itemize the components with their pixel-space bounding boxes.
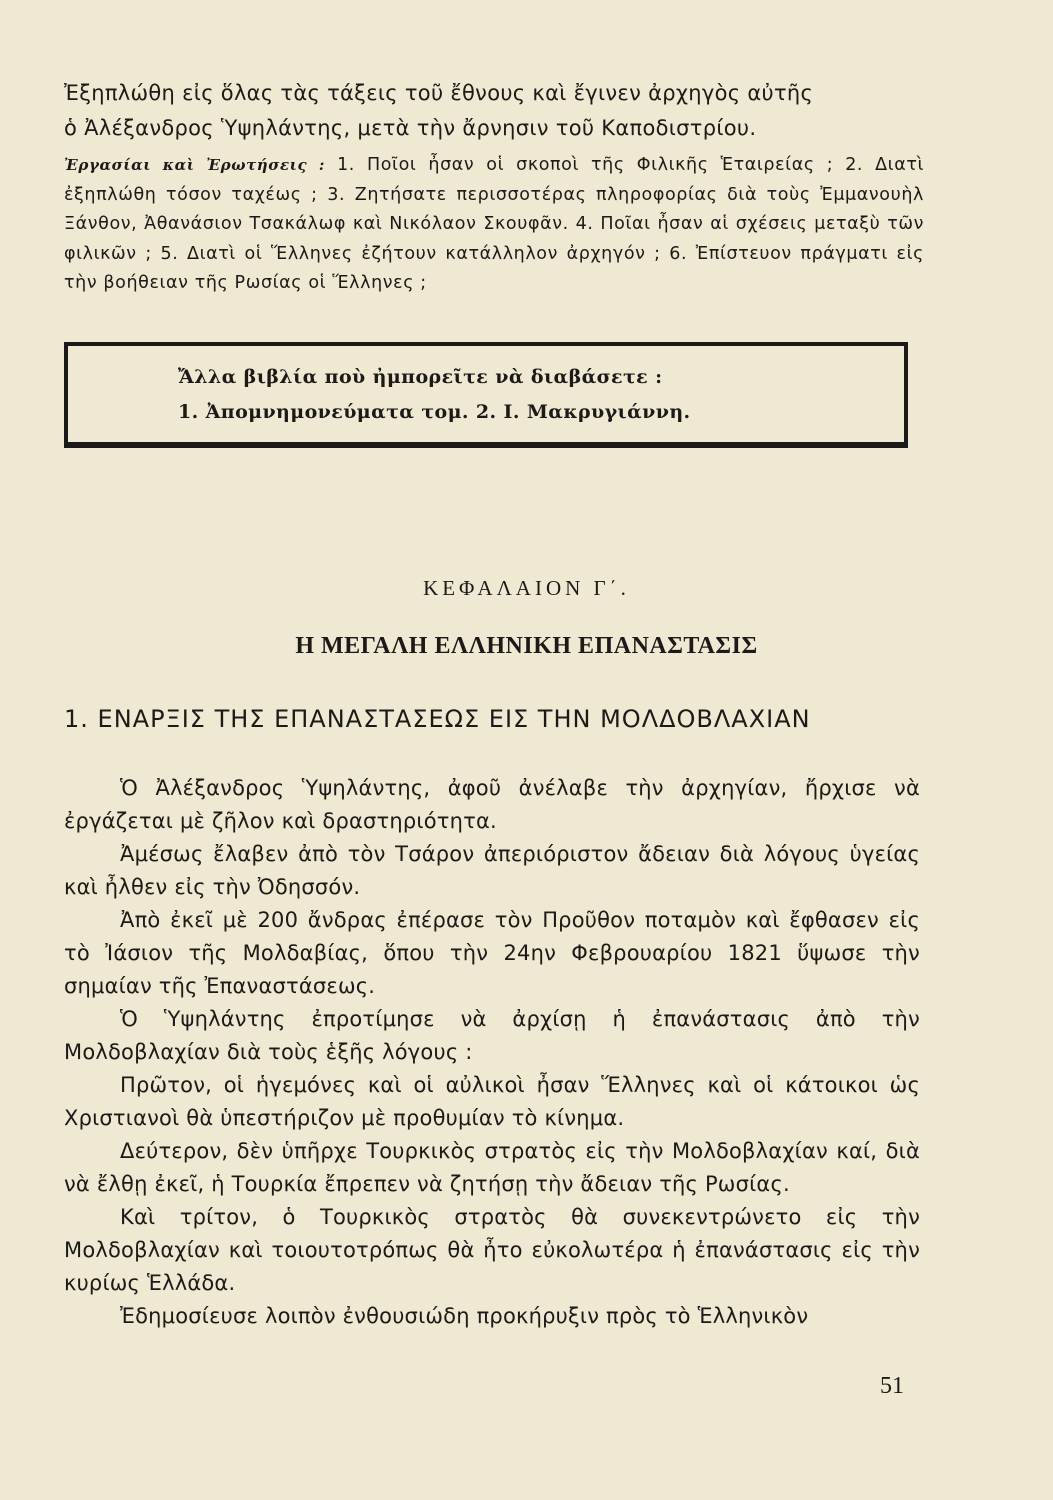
intro-line: Ἐξηπλώθη εἰς ὅλας τὰς τάξεις τοῦ ἔθνους καὶ ἔγινεν ἀρχηγὸς αὐτῆς xyxy=(64,81,814,105)
intro-paragraph xyxy=(64,76,924,146)
further-reading-title: Ἄλλα βιβλία ποὺ ἠμπορεῖτε νὰ διαβάσετε : xyxy=(178,366,663,388)
exercises-block xyxy=(64,151,924,299)
further-reading-box xyxy=(64,342,908,448)
paragraph: Δεύτερον, δὲν ὑπῆρχε Τουρκικὸς στρατὸς εἰς τὴν Μολδοβλαχίαν καί, διὰ νὰ ἔλθῃ ἐκεῖ, ἡ Τουρκία ἔπρεπεν νὰ ζητήσῃ τὴν ἄδειαν τῆς Ρωσίας. xyxy=(64,1139,920,1196)
body-text xyxy=(64,772,920,1333)
paragraph: Ὁ Ἀλέξανδρος Ὑψηλάντης, ἀφοῦ ἀνέλαβε τὴν ἀρχηγίαν, ἤρχισε νὰ ἐργάζεται μὲ ζῆλον καὶ δραστηριότητα. xyxy=(64,776,920,833)
further-reading-item: 1. Ἀπομνημονεύματα τομ. 2. Ι. Μακρυγιάννη. xyxy=(178,401,691,423)
page-number: 51 xyxy=(880,1373,904,1399)
chapter-label: ΚΕΦΑΛΑΙΟΝ Γ΄. xyxy=(423,576,630,600)
paragraph: Ἀμέσως ἔλαβεν ἀπὸ τὸν Τσάρον ἀπεριόριστον ἄδειαν διὰ λόγους ὑγείας καὶ ἦλθεν εἰς τὴν Ὀδησσόν. xyxy=(64,842,920,899)
section-heading: 1. ΕΝΑΡΞΙΣ ΤΗΣ ΕΠΑΝΑΣΤΑΣΕΩΣ ΕΙΣ ΤΗΝ ΜΟΛΔΟΒΛΑΧΙΑΝ xyxy=(64,705,811,733)
paragraph: Ὁ Ὑψηλάντης ἐπροτίμησε νὰ ἀρχίσῃ ἡ ἐπανάστασις ἀπὸ τὴν Μολδοβλαχίαν διὰ τοὺς ἑξῆς λόγους : xyxy=(64,1007,920,1064)
paragraph: Ἐδημοσίευσε λοιπὸν ἐνθουσιώδη προκήρυξιν πρὸς τὸ Ἑλληνικὸν xyxy=(120,1304,809,1328)
chapter-title: Η ΜΕΓΑΛΗ ΕΛΛΗΝΙΚΗ ΕΠΑΝΑΣΤΑΣΙΣ xyxy=(295,633,758,659)
intro-line: ὁ Ἀλέξανδρος Ὑψηλάντης, μετὰ τὴν ἄρνησιν τοῦ Καποδιστρίου. xyxy=(64,116,757,140)
paragraph: Πρῶτον, οἱ ἡγεμόνες καὶ οἱ αὐλικοὶ ἦσαν Ἕλληνες καὶ οἱ κάτοικοι ὡς Χριστιανοὶ θὰ ὑπεστήριζον μὲ προθυμίαν τὸ κίνημα. xyxy=(64,1073,920,1130)
exercises-label: Ἐργασίαι καὶ Ἐρωτήσεις : xyxy=(64,156,326,174)
paragraph: Ἀπὸ ἐκεῖ μὲ 200 ἄνδρας ἐπέρασε τὸν Προῦθον ποταμὸν καὶ ἔφθασεν εἰς τὸ Ἰάσιον τῆς Μολδαβίας, ὅπου τὴν 24ην Φεβρουαρίου 1821 ὕψωσε τὴν σημαίαν τῆς Ἐπαναστάσεως. xyxy=(64,908,920,998)
exercises-text: 1. Ποῖοι ἦσαν οἱ σκοποὶ τῆς Φιλικῆς Ἑταιρείας ; 2. Διατὶ ἐξηπλώθη τόσον ταχέως ; 3. Ζητήσατε περισσοτέρας πληροφορίας διὰ τοὺς Ἐμμανουὴλ Ξάνθον, Ἀθανάσιον Τσακάλωφ καὶ Νικόλαον Σκουφᾶν. 4. Ποῖαι ἦσαν αἱ σχέσεις μεταξὺ τῶν φιλικῶν ; 5. Διατὶ οἱ Ἕλληνες ἐζήτουν κατάλληλον ἀρχηγόν ; 6. Ἐπίστευον πράγματι εἰς τὴν βοήθειαν τῆς Ρωσίας οἱ Ἕλληνες ; xyxy=(64,155,924,293)
paragraph: Καὶ τρίτον, ὁ Τουρκικὸς στρατὸς θὰ συνεκεντρώνετο εἰς τὴν Μολδοβλαχίαν καὶ τοιουτοτρόπως θὰ ἦτο εὐκολωτέρα ἡ ἐπανάστασις εἰς τὴν κυρίως Ἑλλάδα. xyxy=(64,1205,920,1295)
